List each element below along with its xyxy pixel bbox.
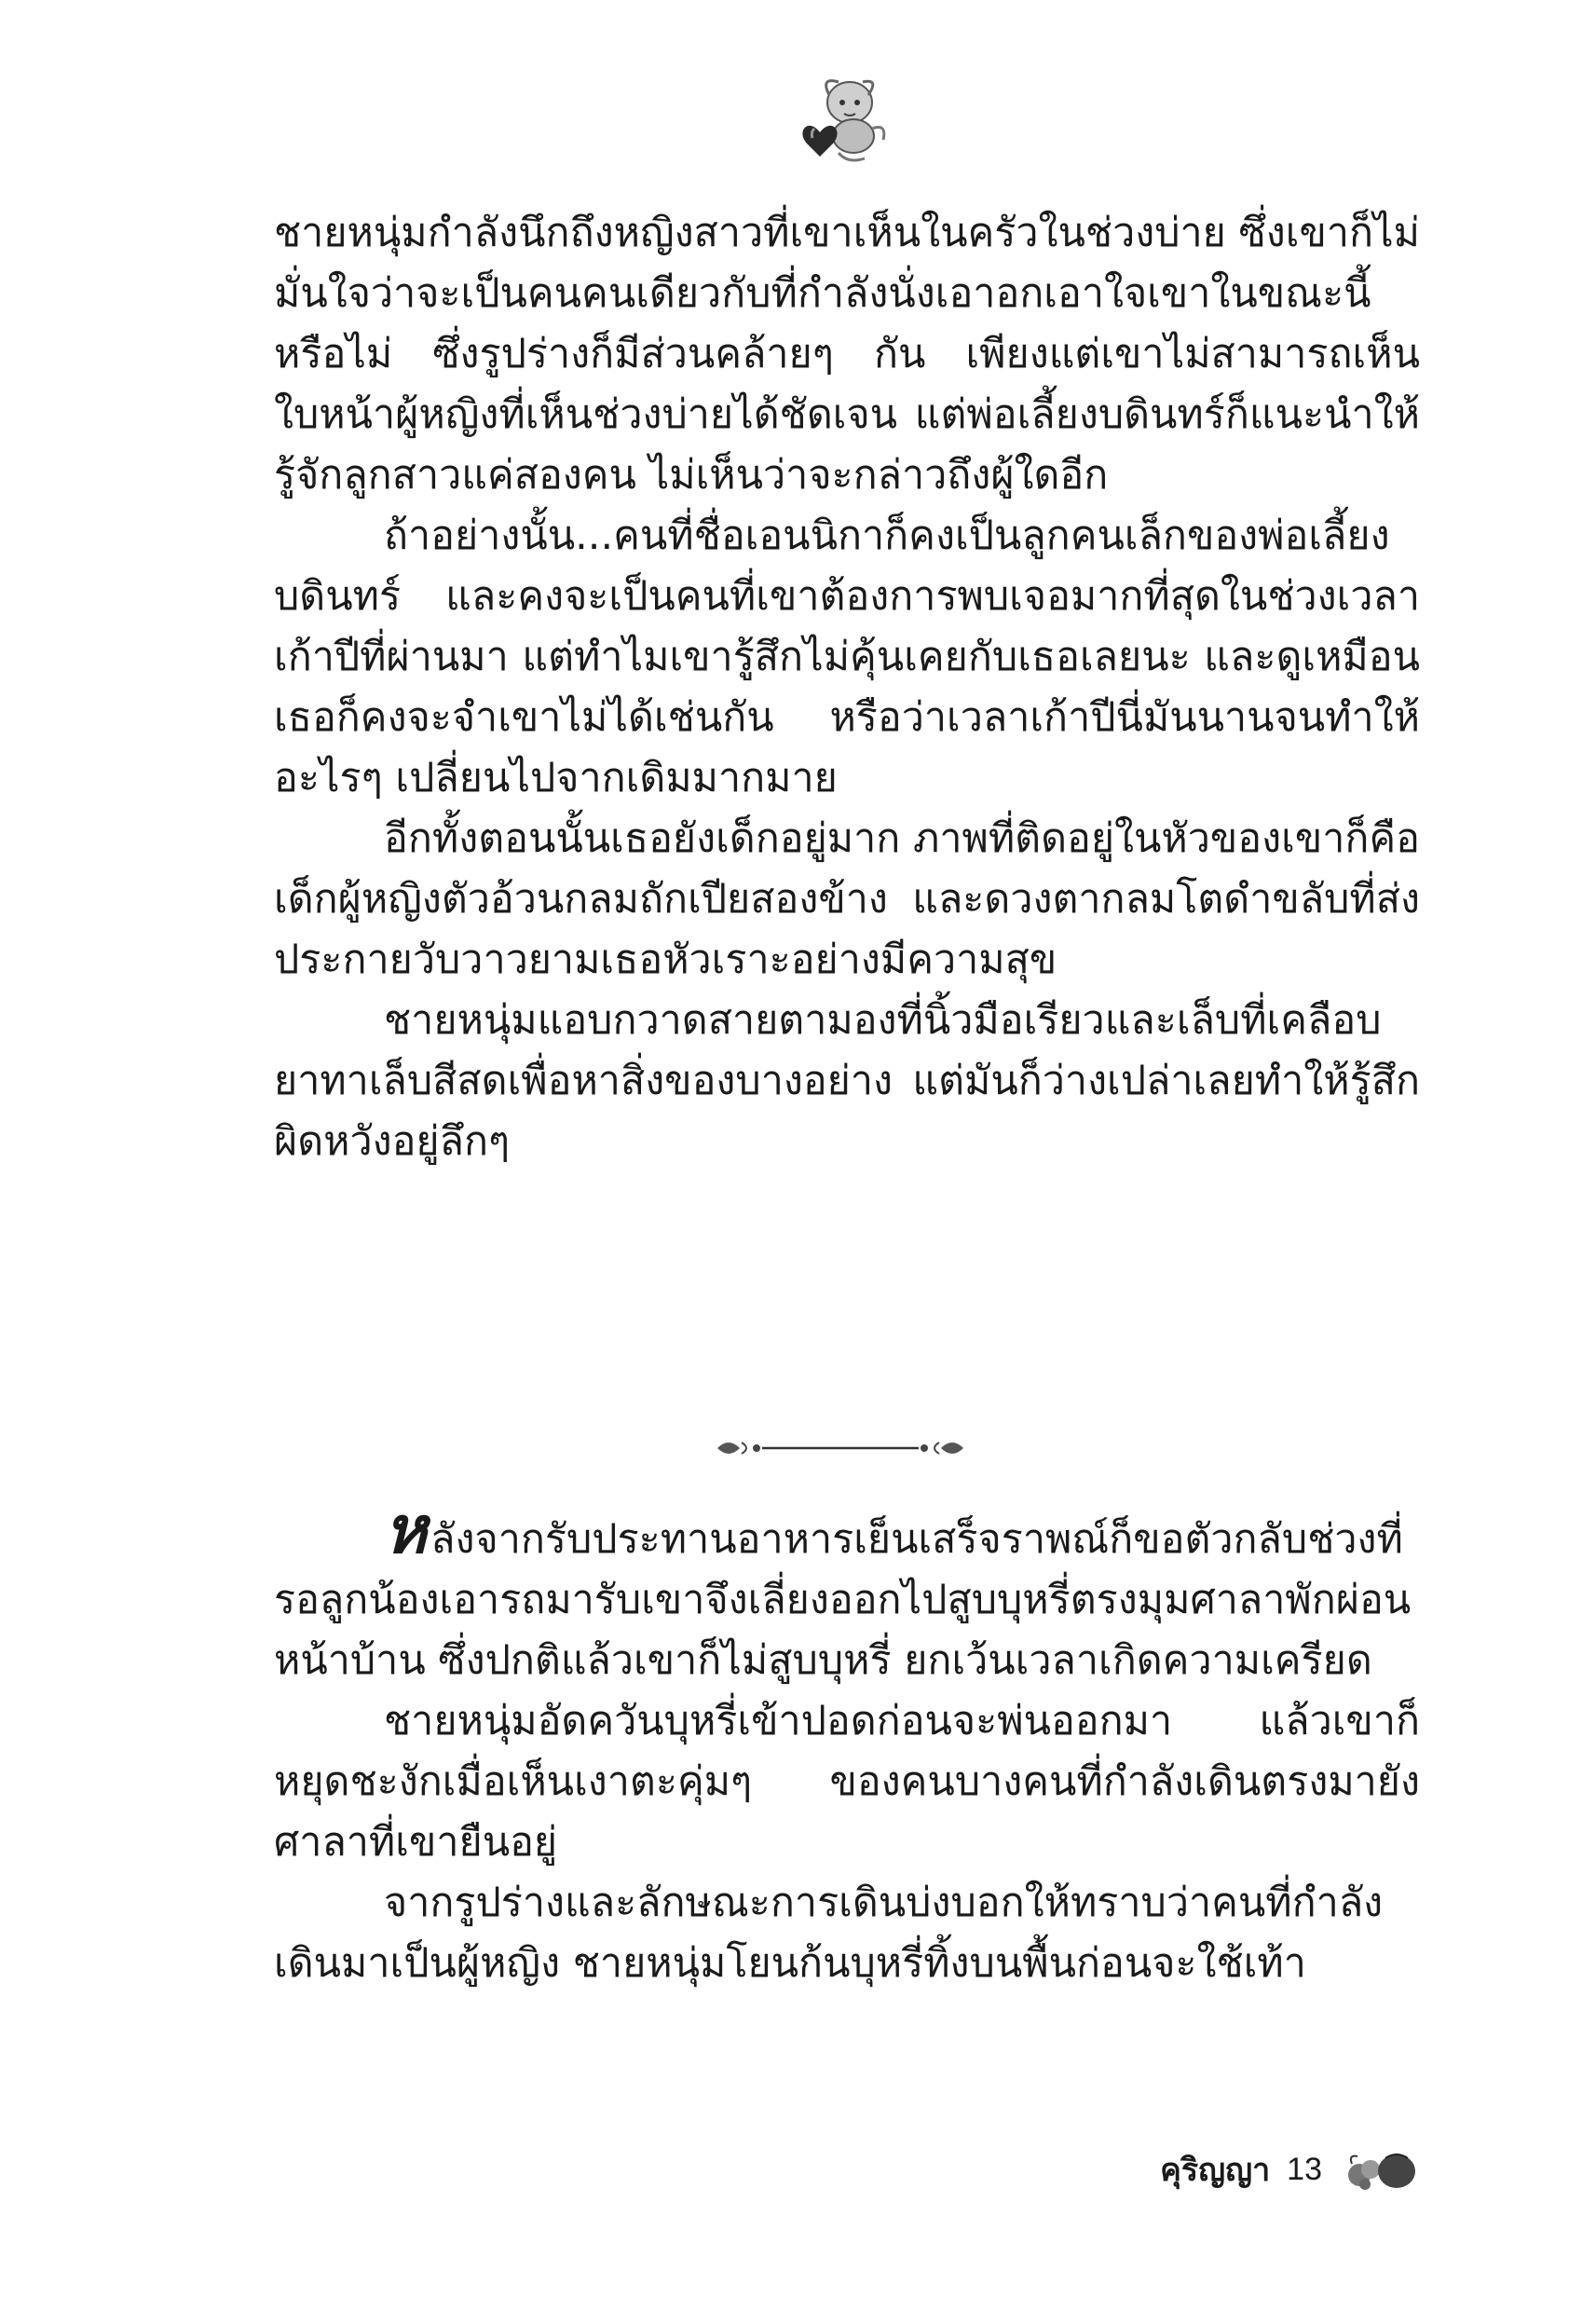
book-title: คุริญญา — [1160, 2152, 1271, 2189]
ornamental-divider-icon — [714, 1429, 967, 1467]
fruit-basket-icon — [1339, 2147, 1419, 2192]
paragraph-6: ชายหนุ่มอัดควันบุหรี่เข้าปอดก่อนจะพ่นออกมา แล้วเขาก็หยุดชะงักเมื่อเห็นเงาตะคุ่มๆ ของคนบางคนที่กำลังเดินตรงมายังศาลาที่เขายืนอยู่ — [274, 1698, 1420, 1866]
section-two — [274, 1491, 1420, 1994]
section-one — [274, 203, 1420, 1172]
paragraph-2: ถ้าอย่างนั้น...คนที่ชื่อเอนนิกาก็คงเป็นลูกคนเล็กของพ่อเลี้ยงบดินทร์ และคงจะเป็นคนที่เขาต้องการพบเจอมากที่สุดในช่วงเวลาเก้าปีที่ผ่านมา แต่ทำไมเขารู้สึกไม่คุ้นเคยกับเธอเลยนะ และดูเหมือนเธอก็คงจะจำเขาไม่ได้เช่นกัน หรือว่าเวลาเก้าปีนี่มันนานจนทำให้อะไรๆ เปลี่ยนไปจากเดิมมากมาย — [274, 513, 1420, 801]
paragraph-7: จากรูปร่างและลักษณะการเดินบ่งบอกให้ทราบว่าคนที่กำลังเดินมาเป็นผู้หญิง ชายหนุ่มโยนก้นบุหรี่ทิ้งบนพื้นก่อนจะใช้เท้า — [274, 1880, 1384, 1987]
paragraph-5 — [274, 1491, 1420, 1691]
page-number: 13 — [1287, 2151, 1322, 2187]
paragraph-4: ชายหนุ่มแอบกวาดสายตามองที่นิ้วมือเรียวและเล็บที่เคลือบยาทาเล็บสีสดเพื่อหาสิ่งของบางอย่าง แต่มันก็ว่างเปล่าเลยทำให้รู้สึกผิดหวังอยู่ลึกๆ — [274, 997, 1420, 1165]
cupid-with-heart-icon — [783, 67, 894, 170]
page-footer — [1160, 2141, 1419, 2197]
paragraph-3: อีกทั้งตอนนั้นเธอยังเด็กอยู่มาก ภาพที่ติดอยู่ในหัวของเขาก็คือเด็กผู้หญิงตัวอ้วนกลมถักเปียสองข้าง และดวงตากลมโตดำขลับที่ส่งประกายวับวาวยามเธอหัวเราะอย่างมีความสุข — [274, 815, 1420, 983]
drop-cap: ห — [384, 1491, 428, 1568]
paragraph-1: ชายหนุ่มกำลังนึกถึงหญิงสาวที่เขาเห็นในครัวในช่วงบ่าย ซึ่งเขาก็ไม่มั่นใจว่าจะเป็นคนคนเดียวกับที่กำลังนั่งเอาอกเอาใจเขาในขณะนี้หรือไม่ ซึ่งรูปร่างก็มีส่วนคล้ายๆ กัน เพียงแต่เขาไม่สามารถเห็นใบหน้าผู้หญิงที่เห็นช่วงบ่ายได้ชัดเจน แต่พ่อเลี้ยงบดินทร์ก็แนะนำให้รู้จักลูกสาวแค่สองคน ไม่เห็นว่าจะกล่าวถึงผู้ใดอีก — [274, 210, 1420, 499]
paragraph-5-text: ลังจากรับประทานอาหารเย็นเสร็จราพณ์ก็ขอตัวกลับช่วงที่รอลูกน้องเอารถมารับเขาจึงเลี่ยงออกไปสูบบุหรี่ตรงมุมศาลาพักผ่อนหน้าบ้าน ซึ่งปกติแล้วเขาก็ไม่สูบบุหรี่ ยกเว้นเวลาเกิดความเครียด — [274, 1516, 1412, 1684]
